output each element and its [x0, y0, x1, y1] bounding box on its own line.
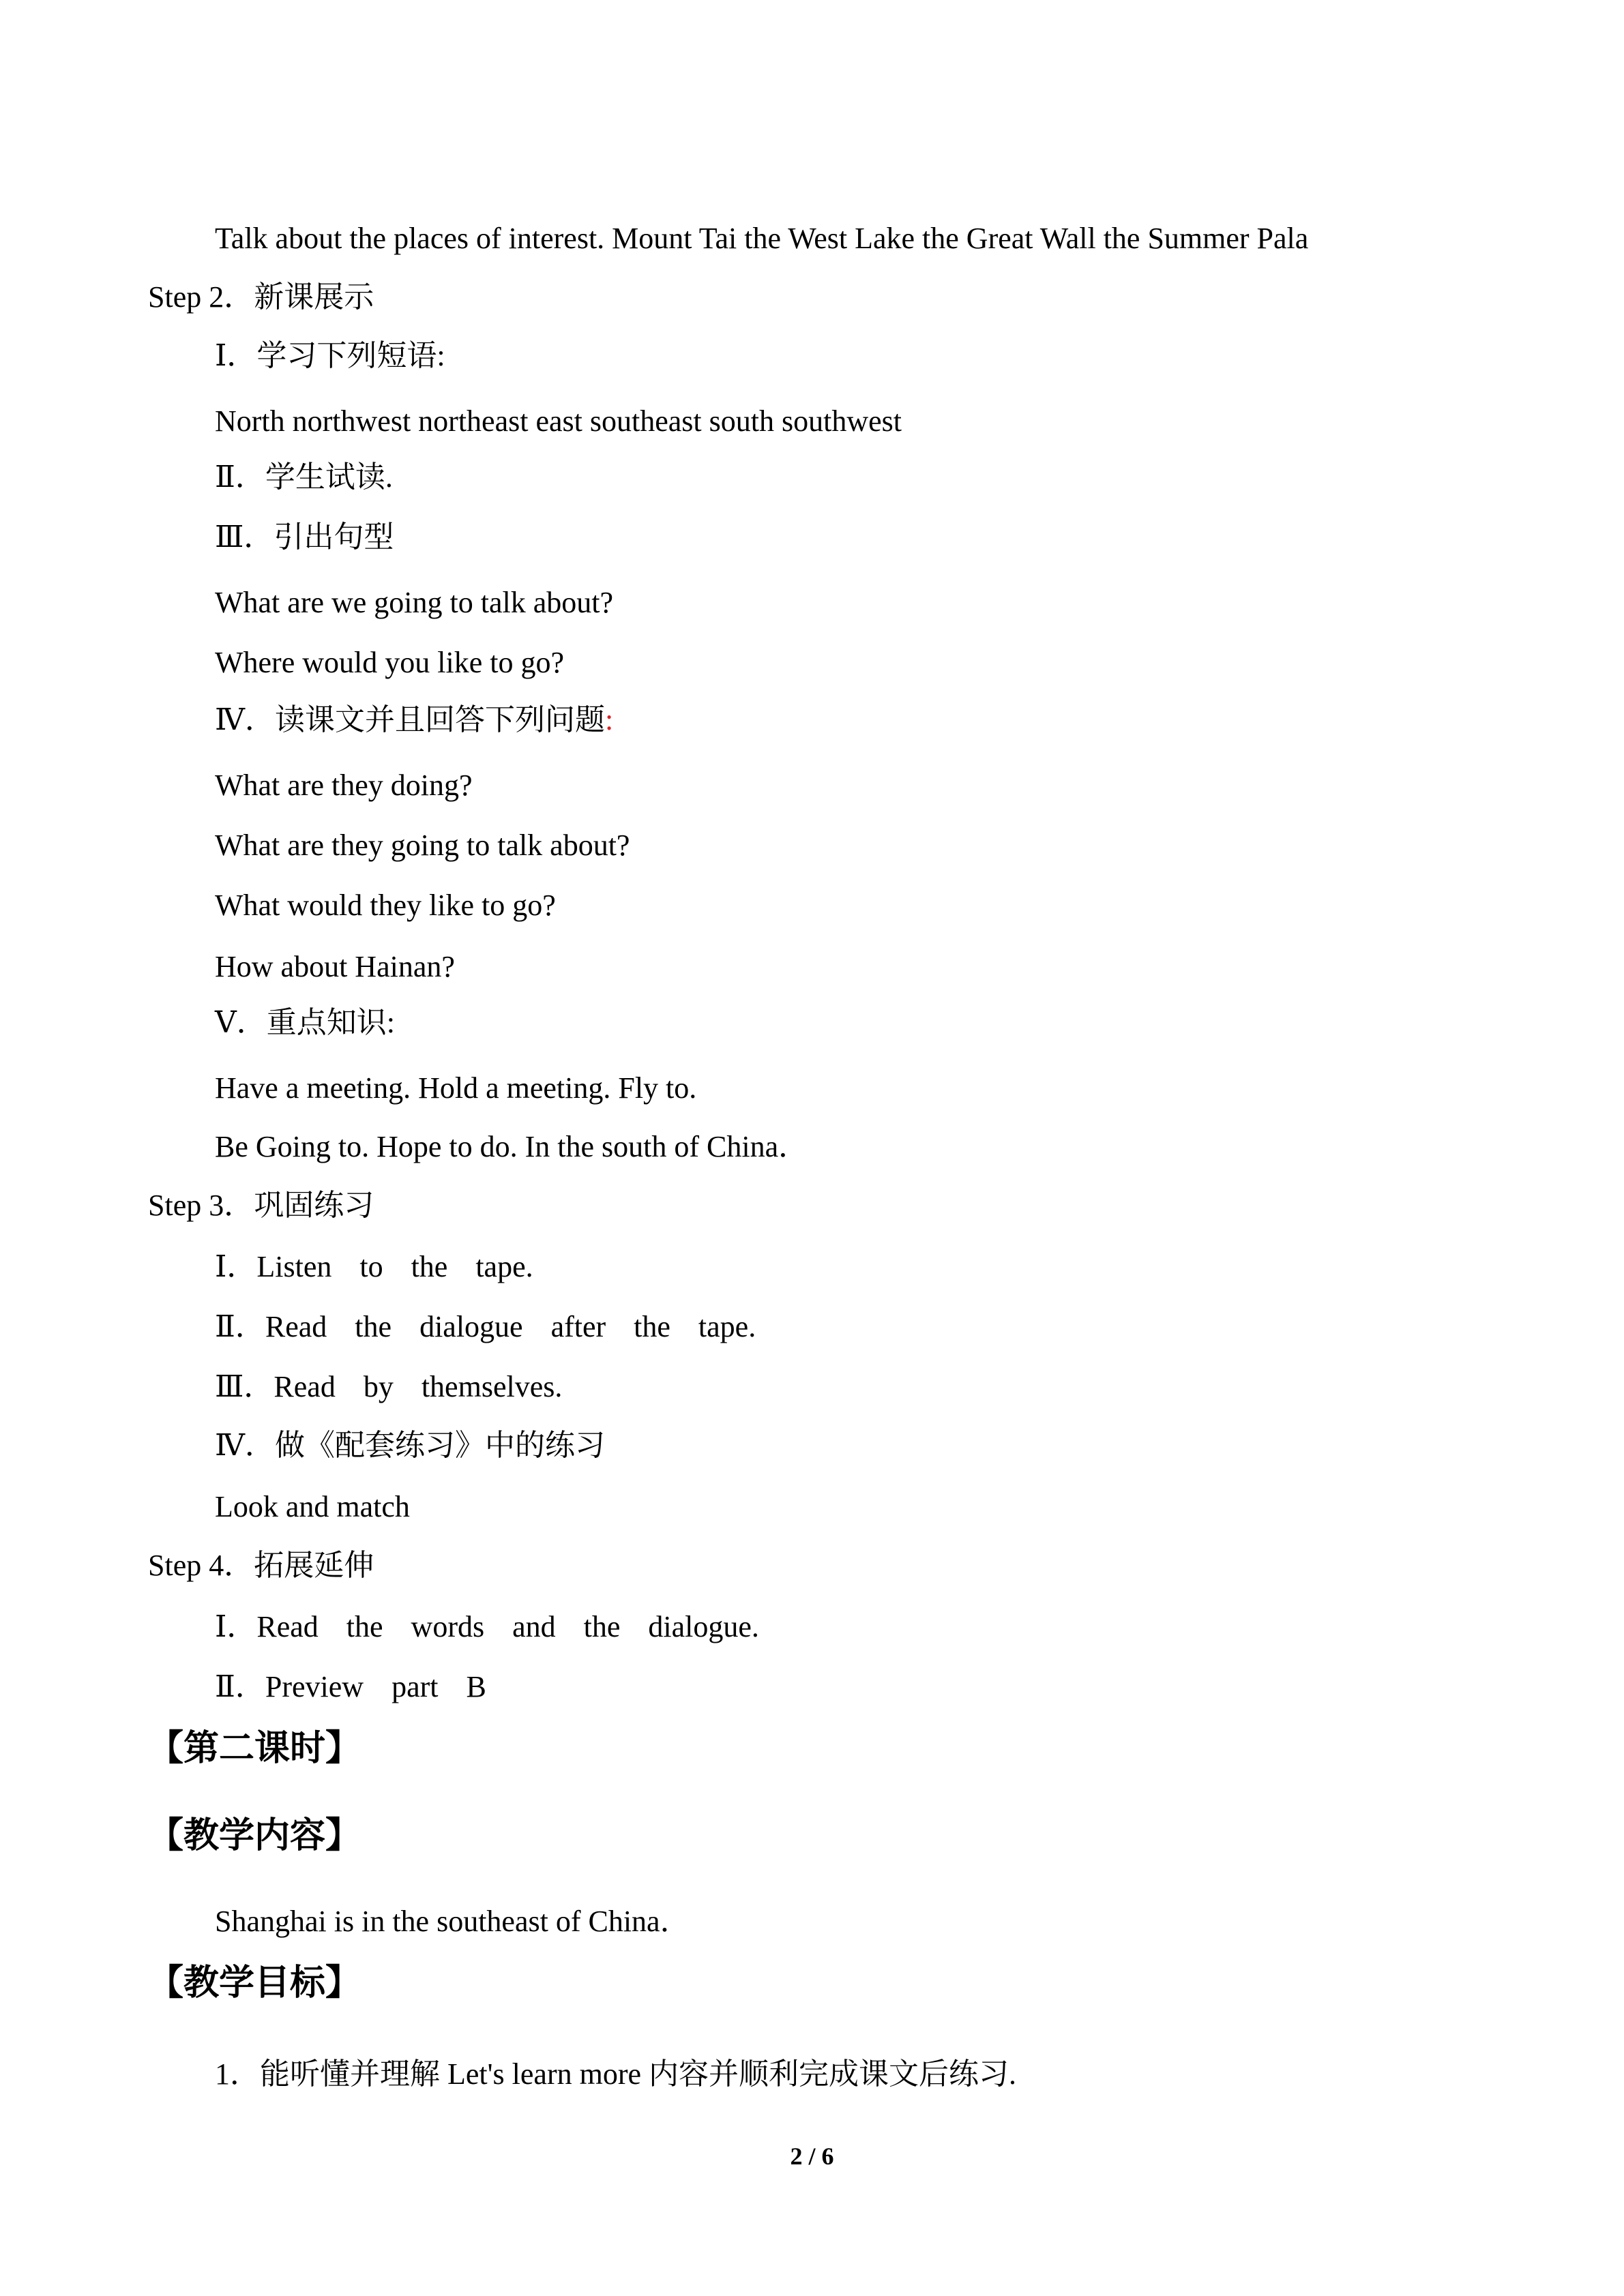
text-line-exercises: Ⅳ．做《配套练习》中的练习 [215, 1429, 605, 1462]
section-heading-second-lesson: 【第二课时】 [148, 1728, 361, 1769]
text-line-q-like-go: What would they like to go? [215, 889, 556, 922]
step-3-heading: Step 3．巩固练习 [148, 1189, 374, 1222]
text-line-q-hainan: How about Hainan? [215, 950, 455, 983]
text-line-q-doing: What are they doing? [215, 769, 473, 802]
text-line-read-dialogue: Ⅱ．Read the dialogue after the tape. [215, 1310, 756, 1343]
page-number: 2 / 6 [790, 2143, 834, 2170]
text-line-directions: North northwest northeast east southeast south southwest [215, 404, 902, 438]
text-line-preview: Ⅱ．Preview part B [215, 1670, 486, 1703]
text-line-students-read: Ⅱ．学生试读. [215, 460, 393, 494]
text-line-shanghai: Shanghai is in the southeast of China． [215, 1905, 690, 1938]
text-line-learn-phrases: Ⅰ．学习下列短语: [215, 339, 445, 372]
section-heading-teaching-goals: 【教学目标】 [148, 1963, 361, 2003]
text-line-read-words: Ⅰ．Read the words and the dialogue. [215, 1610, 759, 1643]
text-line-going-to: Be Going to. Hope to do. In the south of China． [215, 1130, 809, 1163]
text-line-meeting: Have a meeting. Hold a meeting. Fly to. [215, 1071, 697, 1105]
text-line-key-points: Ⅴ．重点知识: [215, 1006, 395, 1039]
text-line-read-themselves: Ⅲ．Read by themselves. [215, 1370, 563, 1403]
text-line-question-go: Where would you like to go? [215, 646, 564, 679]
step-4-heading: Step 4．拓展延伸 [148, 1549, 374, 1582]
read-answer-text: Ⅳ．读课文并且回答下列问题 [215, 703, 605, 736]
text-line-read-answer [215, 701, 613, 739]
text-line-sentence-patterns: Ⅲ．引出句型 [215, 520, 394, 554]
text-line-q-going-talk: What are they going to talk about? [215, 829, 630, 862]
text-line-listen: Ⅰ．Listen to the tape. [215, 1250, 533, 1283]
text-line-question-talk: What are we going to talk about? [215, 586, 614, 619]
text-line-goal-1: 1．能听懂并理解 Let's learn more 内容并顺利完成课文后练习. [215, 2057, 1017, 2091]
text-line-look-match: Look and match [215, 1490, 410, 1523]
red-colon: : [604, 703, 614, 736]
step-2-heading: Step 2．新课展示 [148, 280, 374, 314]
section-heading-teaching-content: 【教学内容】 [148, 1815, 361, 1856]
text-line-places: Talk about the places of interest. Mount Tai the West Lake the Great Wall the Summer Pala [215, 222, 1309, 255]
